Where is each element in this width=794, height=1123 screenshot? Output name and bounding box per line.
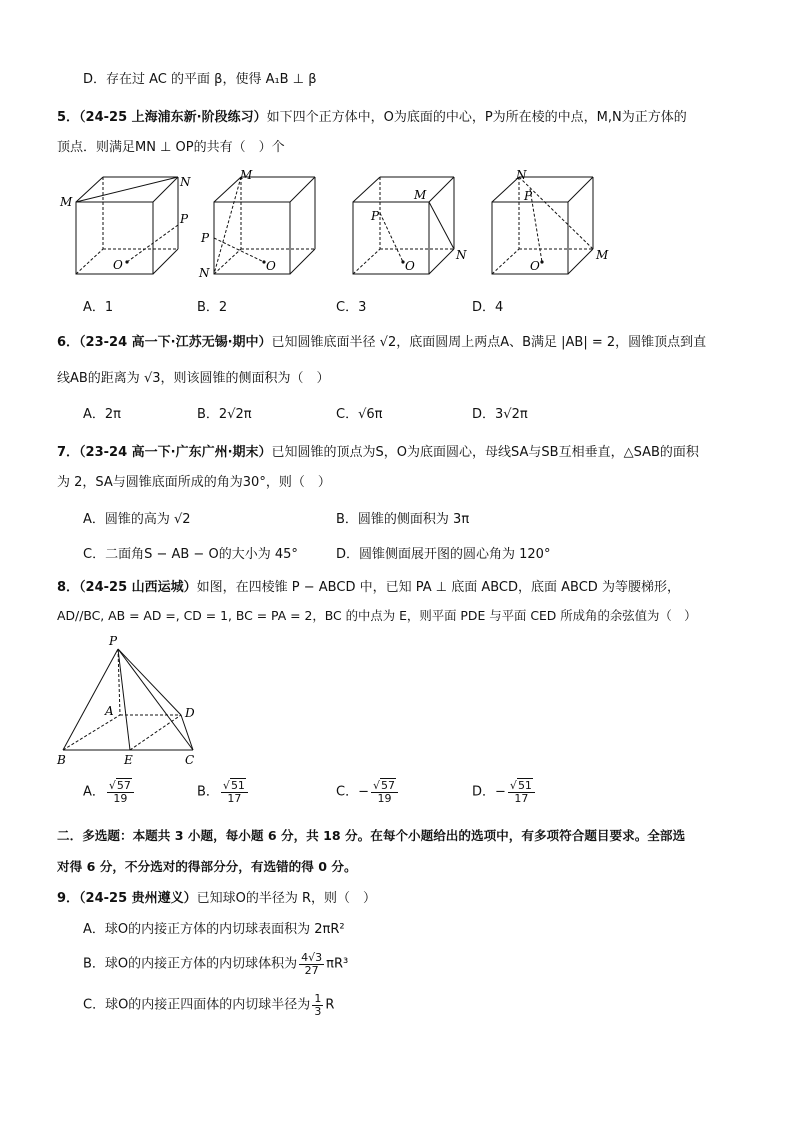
- q8-option-a-den: 19: [113, 791, 128, 805]
- cube1-label-p: P: [180, 212, 189, 226]
- q6-option-d: D．3√2π: [472, 407, 528, 422]
- q5-cube-figures: [0, 165, 794, 280]
- q9-option-b-suffix: πR³: [326, 956, 349, 972]
- q8-option-c-num: 57: [381, 779, 395, 792]
- q8-option-d-sign: −: [495, 784, 506, 800]
- cube2-label-m: M: [240, 168, 253, 182]
- q8-option-c-den: 19: [377, 791, 392, 805]
- q6-option-a: A．2π: [83, 407, 121, 422]
- q8-stem-line2: AD//BC, AB = AD =, CD = 1, BC = PA = 2，BC 的中点为 E，则平面 PDE 与平面 CED 所成角的余弦值为（ ）: [57, 608, 697, 623]
- q6-option-b: B．2√2π: [197, 407, 252, 422]
- q7-text1: 已知圆锥的顶点为S，O为底面圆心，母线SA与SB互相垂直，△SAB的面积: [271, 445, 699, 460]
- q8-number: 8．: [57, 580, 80, 595]
- q9-option-c-text: C．球O的内接正四面体的内切球半径为: [83, 997, 311, 1013]
- cube3-label-n: N: [456, 248, 467, 262]
- q8-label-c: C: [185, 753, 195, 767]
- q9-option-c: [83, 993, 334, 1017]
- cube1-label-m: M: [60, 195, 73, 209]
- q8-label-a: A: [105, 704, 114, 718]
- cube1-label-n: N: [180, 175, 191, 189]
- cube3-label-o: O: [405, 259, 415, 273]
- q9-option-c-suffix: R: [325, 997, 335, 1013]
- q8-option-d-num: 51: [517, 779, 532, 792]
- q9-option-c-num: 1: [314, 992, 322, 1005]
- cube4-label-o: O: [530, 259, 540, 273]
- q8-option-c-prefix: C．: [336, 784, 359, 800]
- q8-option-d-fraction: $\frac{√51}{17}$: [508, 780, 535, 804]
- q8-option-d-den: 17: [514, 791, 529, 805]
- cube3-label-p: P: [371, 209, 380, 223]
- q9-option-b: [83, 952, 348, 976]
- q5-stem-line2: 顶点．则满足MN ⊥ OP的共有（ ）个: [57, 140, 285, 155]
- q9-source: （24-25 贵州遵义）: [79, 891, 197, 906]
- q8-label-p: P: [109, 634, 118, 648]
- q5-option-d: D．4: [472, 300, 504, 315]
- q8-option-b-num: 51: [230, 779, 245, 792]
- q8-label-e: E: [124, 753, 133, 767]
- q6-source: （23-24 高一下·江苏无锡·期中）: [79, 335, 272, 350]
- cube2-label-n: N: [199, 266, 210, 280]
- q8-option-a-fraction: $\frac{√57}{19}$: [107, 780, 134, 804]
- q8-option-c: [336, 780, 400, 804]
- q9-option-c-fraction: [312, 993, 323, 1017]
- q7-stem-line2: 为 2，SA与圆锥底面所成的角为30°，则（ ）: [57, 475, 331, 490]
- q7-source: （23-24 高一下·广东广州·期末）: [79, 445, 272, 460]
- q5-stem-line1: [57, 106, 687, 125]
- q8-option-c-sign: −: [358, 784, 369, 800]
- q7-option-a: A．圆锥的高为 √2: [83, 512, 191, 527]
- q9-option-a: A．球O的内接正方体的内切球表面积为 2πR²: [83, 922, 345, 937]
- q8-option-b-den: 17: [227, 791, 242, 805]
- section2-header-line2: 对得 6 分，不分选对的得部分分，有选错的得 0 分。: [57, 859, 357, 874]
- cube2-label-o: O: [266, 259, 276, 273]
- cube4-label-n: N: [516, 168, 527, 182]
- q8-stem-line1: [57, 576, 680, 595]
- cube4-label-m: M: [596, 248, 609, 262]
- q8-option-a-num: 57: [116, 779, 131, 792]
- q8-pyramid-figure: [0, 630, 794, 770]
- q9-text: 已知球O的半径为 R，则（ ）: [196, 891, 377, 906]
- q8-option-b-fraction: $\frac{√51}{17}$: [221, 780, 248, 804]
- q7-option-d: D．圆锥侧面展开图的圆心角为 120°: [336, 547, 551, 562]
- q8-option-b-prefix: B．: [197, 784, 219, 800]
- q9-number: 9．: [57, 891, 80, 906]
- cube-4: [492, 177, 593, 274]
- q5-text1: 如下四个正方体中，O为底面的中心，P为所在棱的中点，M,N为正方体的: [266, 110, 687, 125]
- q6-option-c: C．√6π: [336, 407, 383, 422]
- q5-option-c: C．3: [336, 300, 367, 315]
- cube1-label-o: O: [113, 258, 123, 272]
- q4-option-d: D．存在过 AC 的平面 β，使得 A₁B ⊥ β: [83, 72, 317, 87]
- q5-option-b: B．2: [197, 300, 228, 315]
- q8-source: （24-25 山西运城）: [79, 580, 197, 595]
- q8-label-d: D: [185, 706, 195, 720]
- q6-stem-line1: [57, 331, 706, 350]
- q7-option-b: B．圆锥的侧面积为 3π: [336, 512, 470, 527]
- q8-option-b: [197, 780, 250, 804]
- q6-number: 6．: [57, 335, 80, 350]
- q5-option-a: A．1: [83, 300, 114, 315]
- q8-option-a: [83, 780, 136, 804]
- q9-stem: [57, 887, 376, 906]
- q9-option-b-num: 4√3: [301, 951, 323, 964]
- q7-number: 7．: [57, 445, 80, 460]
- section2-header-line1: 二．多选题：本题共 3 小题，每小题 6 分，共 18 分。在每个小题给出的选项中，有多项符合题目要求。全部选: [57, 828, 686, 843]
- cube-3: [353, 177, 454, 274]
- q8-option-c-fraction: $\frac{√57}{19}$: [371, 780, 398, 804]
- cube-1: [76, 177, 178, 274]
- q8-option-d-prefix: D．: [472, 784, 496, 800]
- q5-number: 5．: [57, 110, 80, 125]
- cube-2: [214, 177, 315, 274]
- q9-option-b-den: 27: [304, 963, 319, 977]
- q9-option-b-text: B．球O的内接正方体的内切球体积为: [83, 956, 298, 972]
- q8-text1: 如图，在四棱锥 P − ABCD 中，已知 PA ⊥ 底面 ABCD，底面 ABCD 为等腰梯形，: [196, 580, 680, 595]
- q6-text1: 已知圆锥底面半径 √2，底面圆周上两点A、B满足 |AB| = 2，圆锥顶点到直: [271, 335, 707, 350]
- q8-label-b: B: [57, 753, 66, 767]
- cube4-label-p: P: [524, 189, 533, 203]
- cube3-label-m: M: [414, 188, 427, 202]
- q5-source: （24-25 上海浦东新·阶段练习）: [79, 110, 267, 125]
- q7-stem-line1: [57, 441, 699, 460]
- q8-option-a-prefix: A．: [83, 784, 105, 800]
- q8-option-d: [472, 780, 537, 804]
- q7-option-c: C．二面角S − AB − O的大小为 45°: [83, 547, 298, 562]
- q9-option-b-fraction: [299, 952, 324, 976]
- cube2-label-p: P: [201, 231, 210, 245]
- q9-option-c-den: 3: [314, 1004, 322, 1018]
- q6-stem-line2: 线AB的距离为 √3，则该圆锥的侧面积为（ ）: [57, 371, 330, 386]
